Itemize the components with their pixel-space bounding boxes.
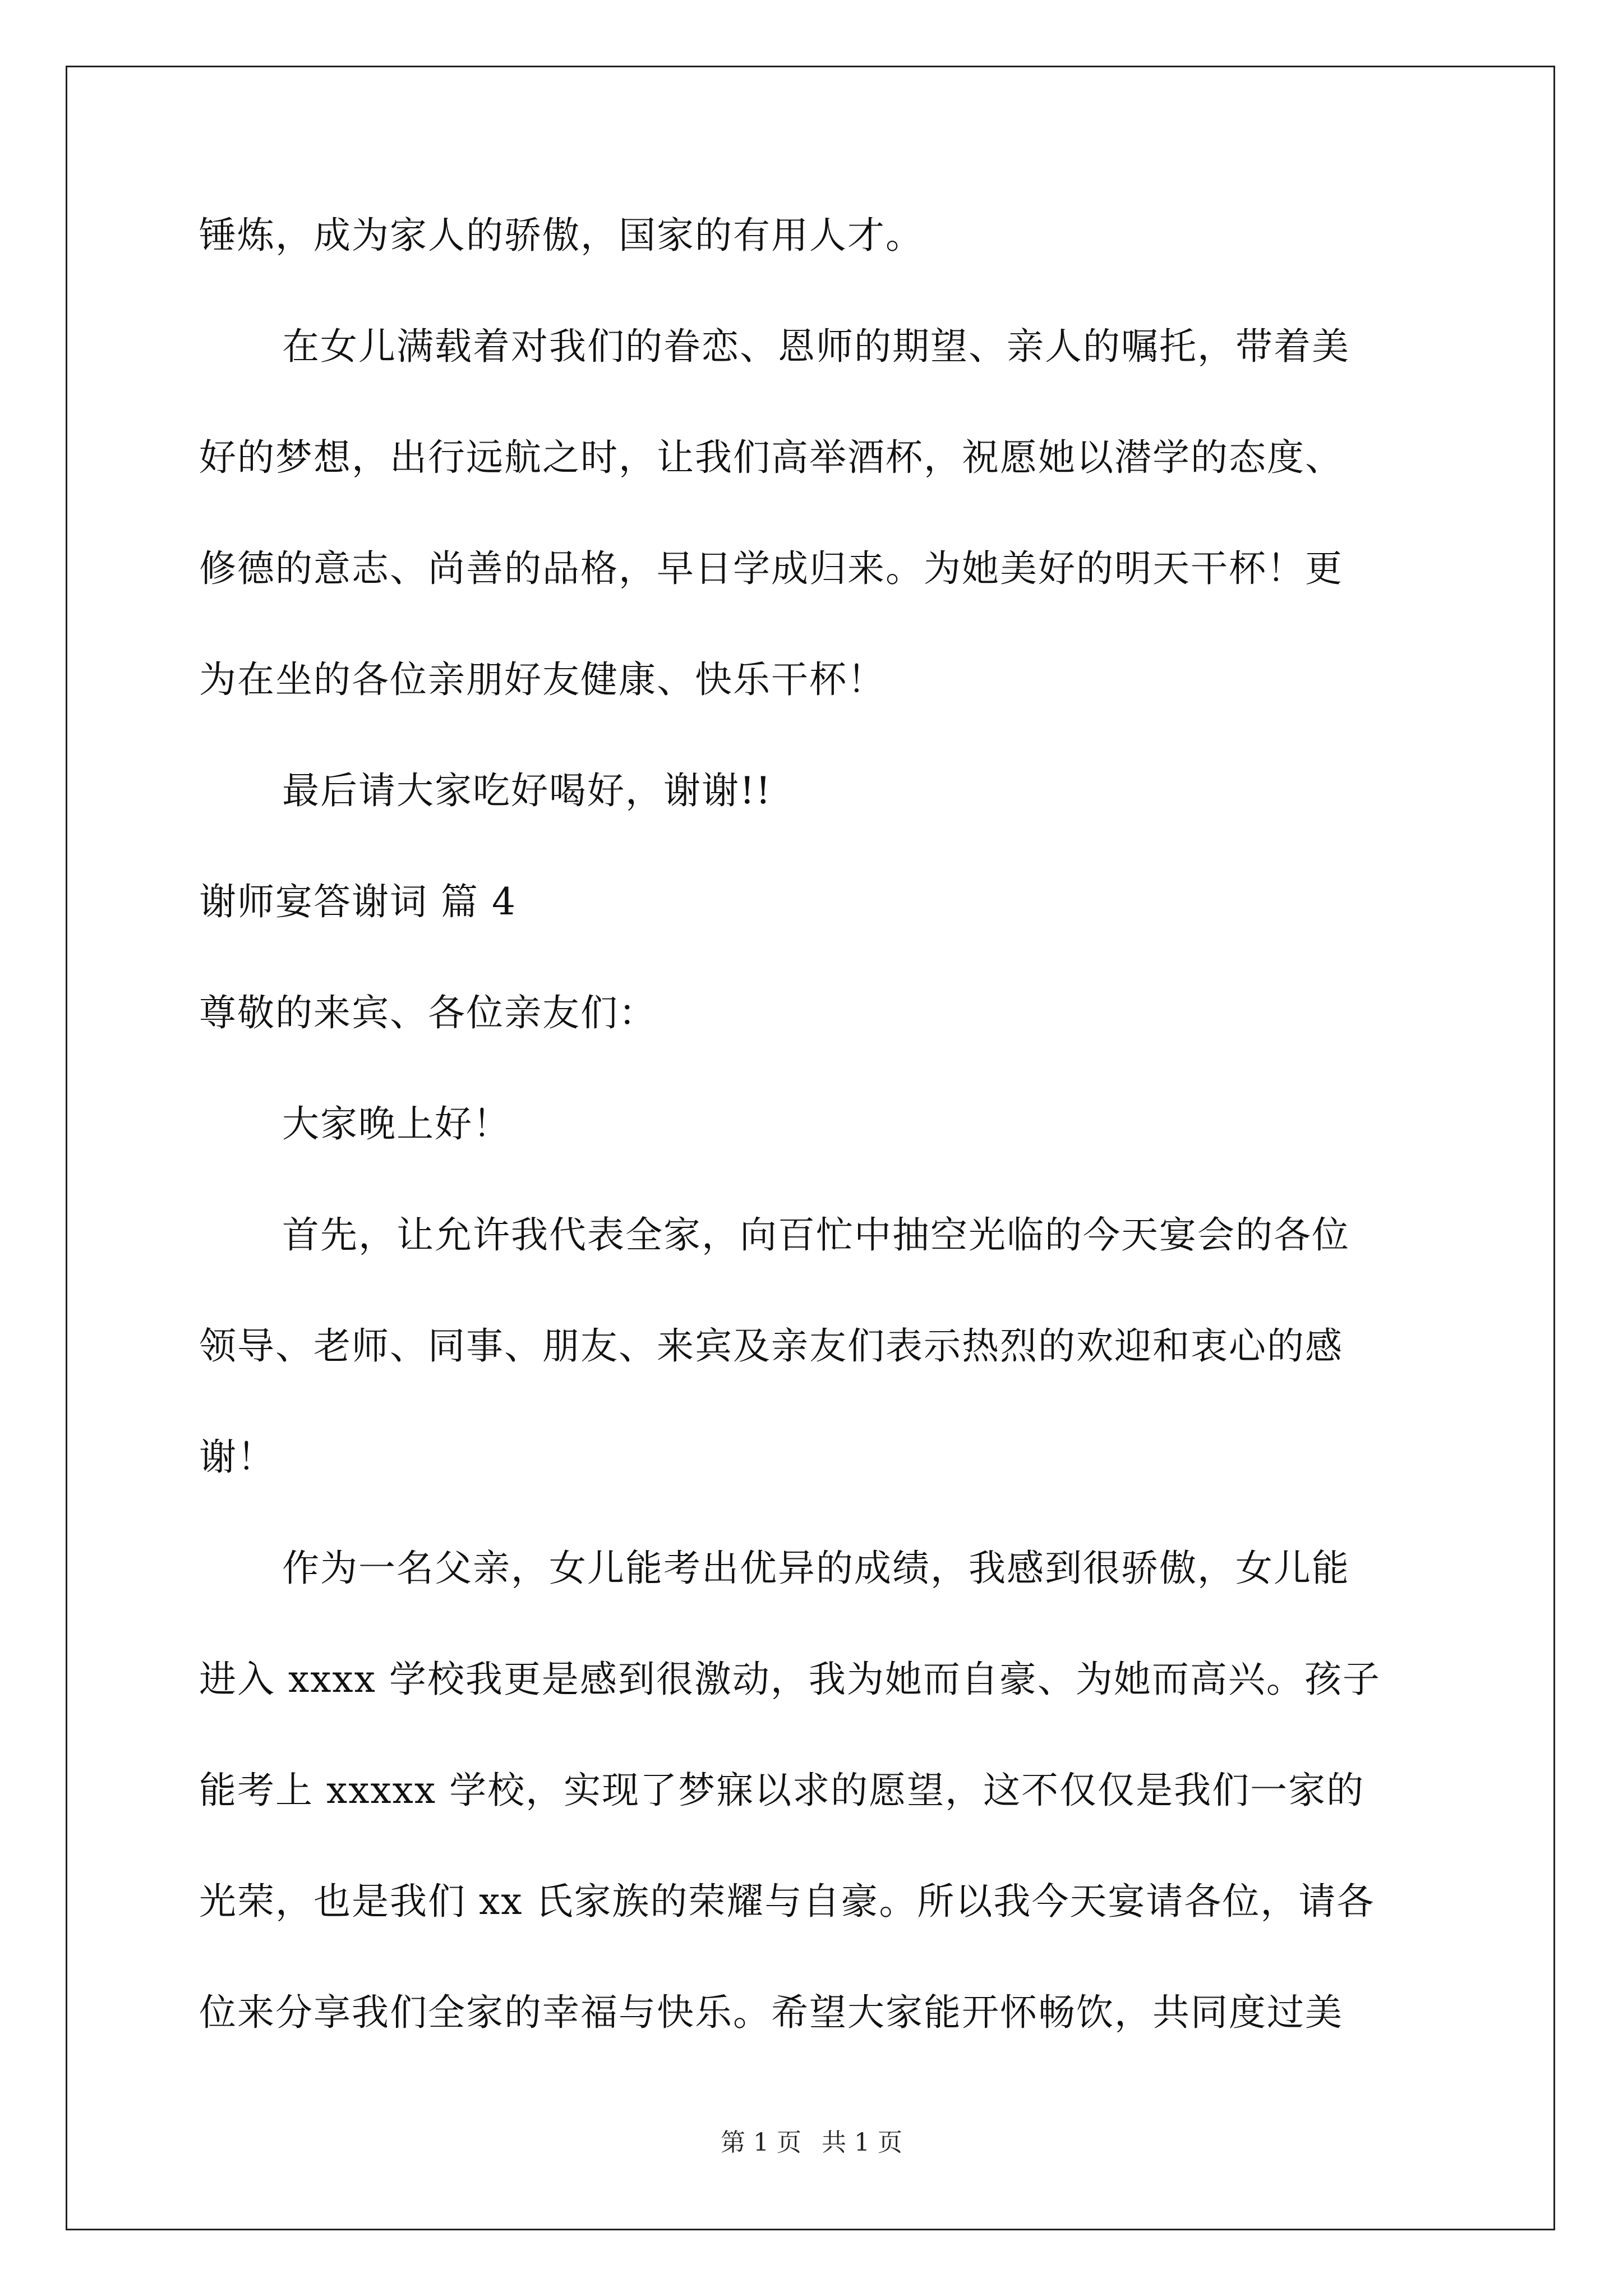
text-line: 光荣，也是我们 xx 氏家族的荣耀与自豪。所以我今天宴请各位，请各: [199, 1880, 1375, 1923]
text-line: 领导、老师、同事、朋友、来宾及亲友们表示热烈的欢迎和衷心的感: [199, 1324, 1343, 1368]
text-line: 锤炼，成为家人的骄傲，国家的有用人才。: [199, 214, 924, 257]
text-line: 最后请大家吃好喝好，谢谢!!: [282, 769, 772, 812]
text-line: 谢！: [199, 1435, 275, 1479]
text-line: 位来分享我们全家的幸福与快乐。希望大家能开怀畅饮，共同度过美: [199, 1991, 1343, 2034]
text-line: 作为一名父亲，女儿能考出优异的成绩，我感到很骄傲，女儿能: [282, 1547, 1350, 1590]
text-line: 进入 xxxx 学校我更是感到很激动，我为她而自豪、为她而高兴。孩子: [199, 1658, 1381, 1701]
salutation: 尊敬的来宾、各位亲友们：: [199, 991, 657, 1034]
text-line: 在女儿满载着对我们的眷恋、恩师的期望、亲人的嘱托，带着美: [282, 325, 1350, 368]
text-line: 能考上 xxxxx 学校，实现了梦寐以求的愿望，这不仅仅是我们一家的: [199, 1769, 1365, 1812]
text-line: 好的梦想，出行远航之时，让我们高举酒杯，祝愿她以潜学的态度、: [199, 436, 1343, 479]
page-total: 共 1 页: [822, 2128, 902, 2157]
page-number: 第 1 页: [721, 2128, 801, 2157]
text-line: 为在坐的各位亲朋好友健康、快乐干杯！: [199, 658, 886, 701]
text-line: 修德的意志、尚善的品格，早日学成归来。为她美好的明天干杯！更: [199, 547, 1343, 590]
section-heading: 谢师宴答谢词 篇 4: [199, 880, 517, 923]
greeting: 大家晚上好！: [282, 1102, 511, 1145]
page-footer: [0, 2126, 1623, 2160]
text-line: 首先，让允许我代表全家，向百忙中抽空光临的今天宴会的各位: [282, 1213, 1350, 1257]
document-body: [199, 208, 1433, 2041]
